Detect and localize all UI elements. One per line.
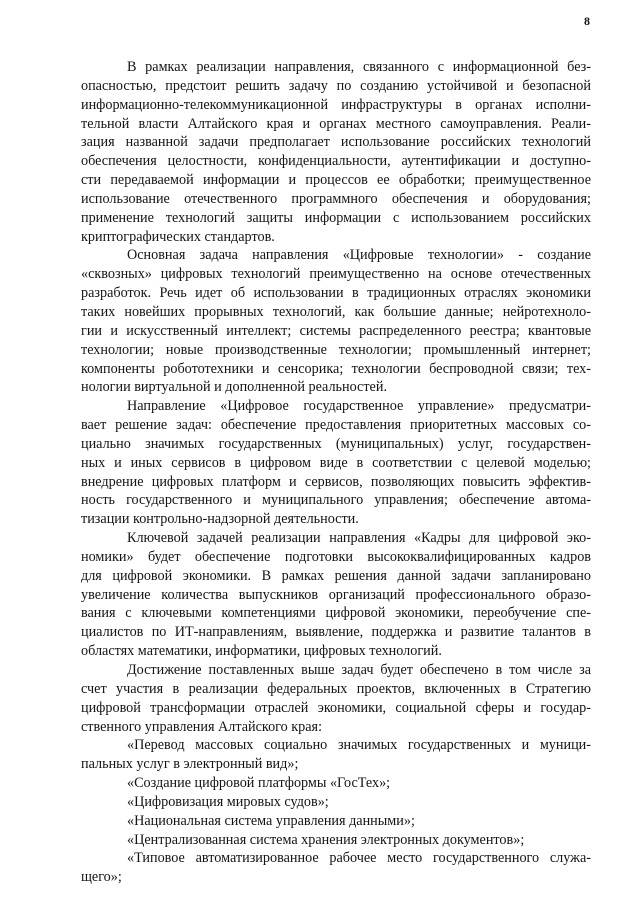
text-line: разработок. Речь идет об использовании в традиционных отраслях экономики xyxy=(81,285,591,302)
text-line: циально значимых государственных (муниципальных) услуг, государствен- xyxy=(81,435,591,452)
text-line: тельной власти Алтайского края и органах местного самоуправления. Реали- xyxy=(81,115,591,132)
text-line: для цифровой экономики. В рамках решения данной задачи запланировано xyxy=(81,567,591,584)
text-line: ственного управления Алтайского края: xyxy=(81,718,323,735)
text-line: Ключевой задачей реализации направления «Кадры для цифровой эко- xyxy=(127,530,591,547)
text-line: технологии; новые производственные технологии; промышленный интернет; xyxy=(81,341,591,358)
text-line: применение технологий защиты информации с использованием российских xyxy=(81,209,591,226)
text-line: пальных услуг в электронный вид»; xyxy=(81,756,299,773)
text-line: «Национальная система управления данными»; xyxy=(127,812,415,829)
text-line: «Типовое автоматизированное рабочее место государственного служа- xyxy=(127,850,591,867)
text-line: «Перевод массовых социально значимых государственных и муници- xyxy=(127,737,591,754)
text-line: щего»; xyxy=(81,869,122,886)
text-line: зация названной задачи предполагает использование российских технологий xyxy=(81,134,591,151)
page-number: 8 xyxy=(584,14,590,28)
text-line: компоненты робототехники и сенсорика; технологии беспроводной связи; тех- xyxy=(81,360,591,377)
text-line: Основная задача направления «Цифровые технологии» - создание xyxy=(127,247,591,264)
text-line: информационно-телекоммуникационной инфраструктуры в органах исполни- xyxy=(81,96,591,113)
text-line: использование отечественного программного обеспечения и оборудования; xyxy=(81,190,591,207)
text-line: обеспечения целостности, конфиденциальности, аутентификации и доступно- xyxy=(81,153,591,170)
text-line: увеличение количества выпускников организаций профессионального образо- xyxy=(81,586,591,603)
text-line: Направление «Цифровое государственное управление» предусматри- xyxy=(127,398,591,415)
body-text xyxy=(81,58,591,887)
text-line: гии и искусственный интеллект; системы распределенного реестра; квантовые xyxy=(81,322,591,339)
text-line: ных и иных сервисов в цифровом виде в соответствии с целевой моделью; xyxy=(81,454,591,471)
text-line: вает решение задач: обеспечение предоставления приоритетных массовых со- xyxy=(81,417,591,434)
text-line: криптографических стандартов. xyxy=(81,228,275,245)
text-line: счет участия в реализации федеральных проектов, включенных в Стратегию xyxy=(81,680,591,697)
text-line: внедрение цифровых платформ и сервисов, позволяющих повысить эффектив- xyxy=(81,473,591,490)
text-line: «Создание цифровой платформы «ГосТех»; xyxy=(127,775,391,792)
text-line: «сквозных» цифровых технологий преимущественно на основе отечественных xyxy=(81,266,591,283)
text-line: циалистов по ИТ-направлениям, выявление, поддержка и развитие талантов в xyxy=(81,624,591,641)
text-line: областях математики, информатики, цифровых технологий. xyxy=(81,643,442,660)
text-line: В рамках реализации направления, связанного с информационной без- xyxy=(127,59,591,75)
text-line: вания с ключевыми компетенциями цифровой экономики, переобучение спе- xyxy=(81,605,591,622)
text-line: нологии виртуальной и дополненной реальностей. xyxy=(81,379,387,396)
text-line: таких новейших прорывных технологий, как большие данные; нейротехноло- xyxy=(81,303,591,320)
text-line: тизации контрольно-надзорной деятельности. xyxy=(81,511,359,528)
text-line: ность государственного и муниципального управления; обеспечение автома- xyxy=(81,492,591,509)
text-line: цифровой трансформации отраслей экономики, социальной сферы и государ- xyxy=(81,699,591,716)
text-line: номики» будет обеспечение подготовки высококвалифицированных кадров xyxy=(81,548,591,565)
text-line: Достижение поставленных выше задач будет обеспечено в том числе за xyxy=(127,662,591,678)
text-line: сти передаваемой информации и процессов ее обработки; преимущественное xyxy=(81,172,591,189)
text-line: «Централизованная система хранения электронных документов»; xyxy=(127,831,525,848)
text-line: опасностью, предстоит решить задачу по созданию устойчивой и безопасной xyxy=(81,77,591,94)
text-line: «Цифровизация мировых судов»; xyxy=(127,793,329,810)
